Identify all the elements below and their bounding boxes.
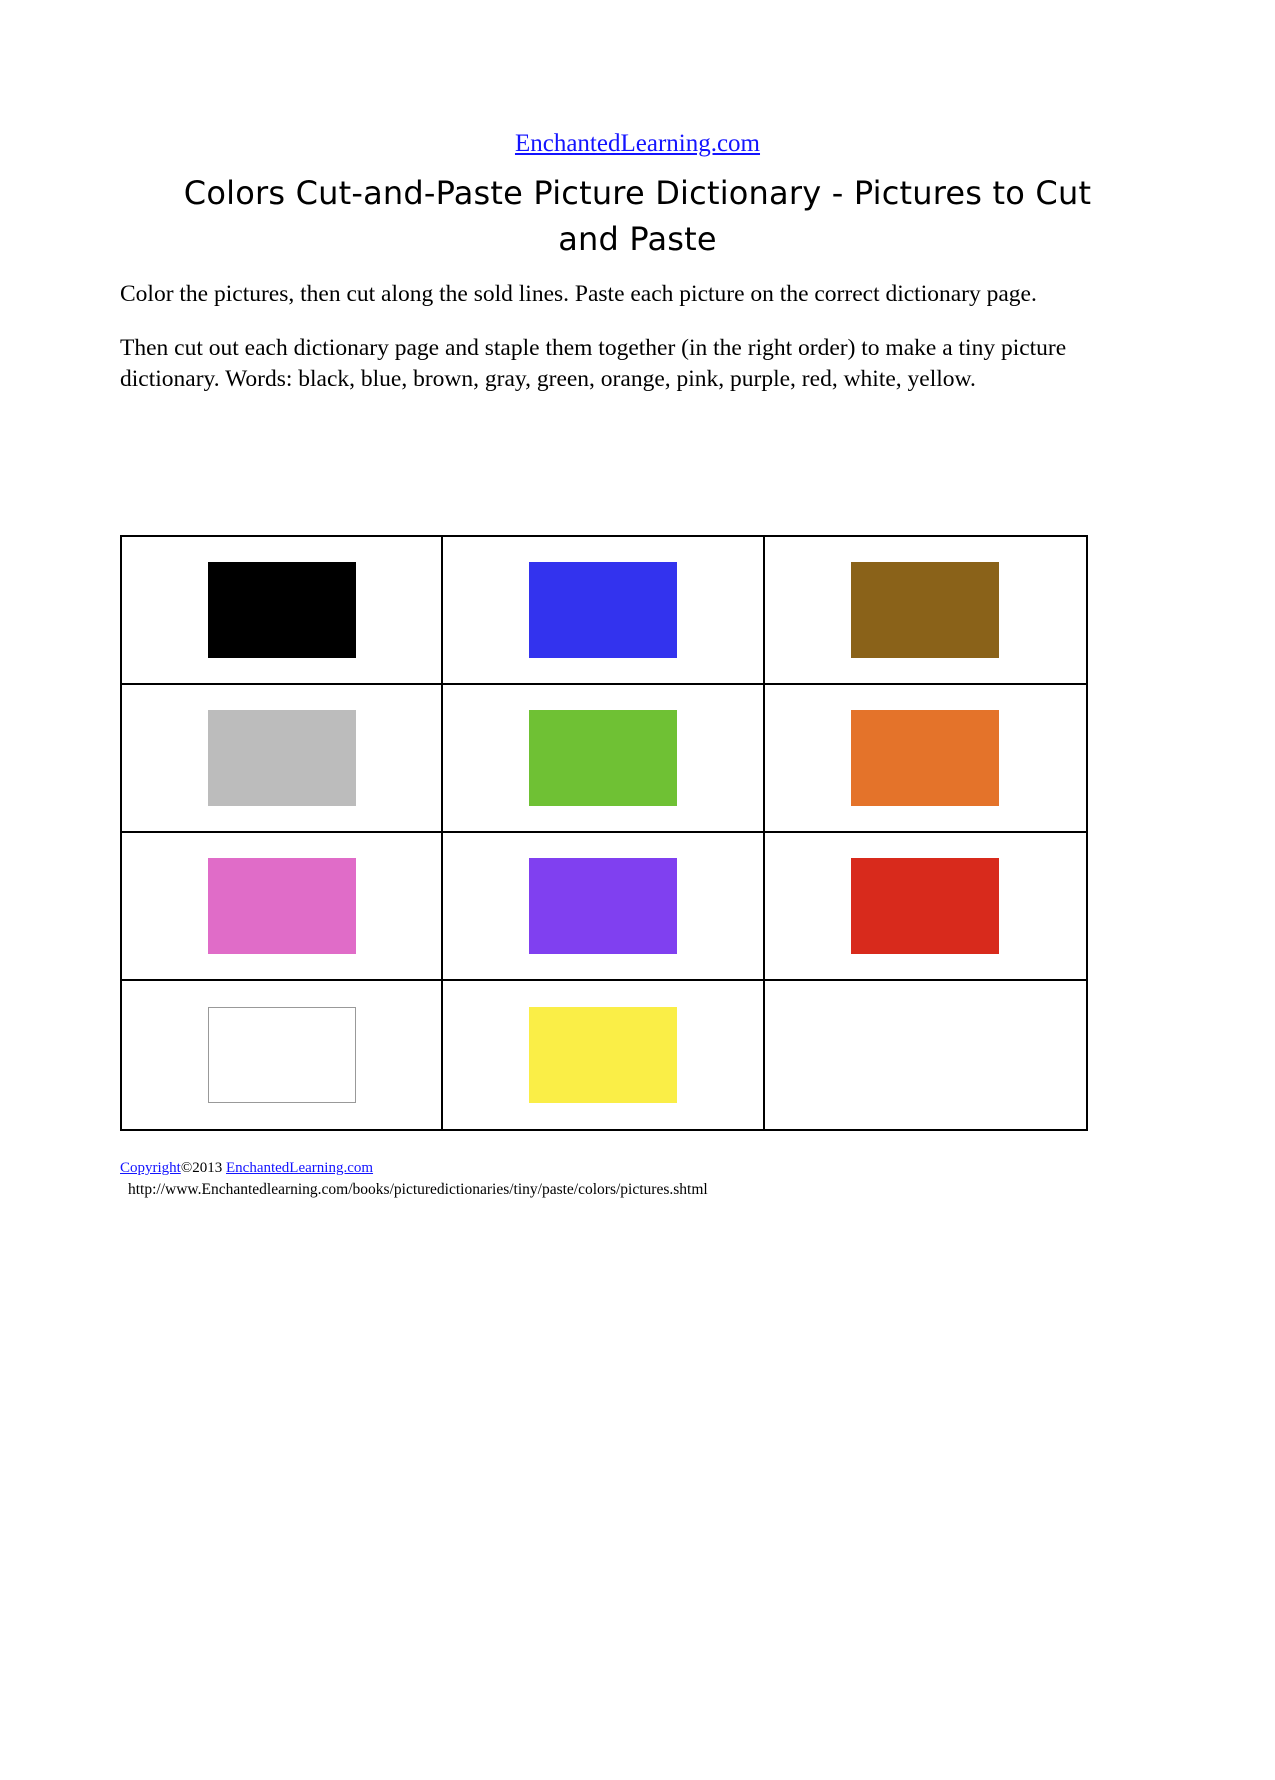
color-swatch-orange <box>851 710 999 806</box>
footer-copyright-link[interactable]: Copyright <box>120 1160 181 1176</box>
color-swatch-grid <box>120 535 1088 1131</box>
footer-url: http://www.Enchantedlearning.com/books/picturedictionaries/tiny/paste/colors/pictures.shtml <box>128 1180 708 1198</box>
grid-cell-purple <box>443 833 764 981</box>
header-site-link-container <box>0 131 1275 156</box>
grid-cell-pink <box>122 833 443 981</box>
grid-cell-blank <box>765 981 1086 1129</box>
footer-site-link[interactable]: EnchantedLearning.com <box>226 1160 374 1176</box>
footer-copyright-line <box>120 1159 708 1178</box>
grid-cell-white <box>122 981 443 1129</box>
instructions-line-2: Then cut out each dictionary page and staple them together (in the right order) to make a tiny picture dictionary. Words: black, blue, brown, gray, green, orange, pink, purple, red, white, yellow. <box>120 334 1067 392</box>
color-swatch-blue <box>529 562 677 658</box>
color-swatch-purple <box>529 858 677 954</box>
page-title: Colors Cut-and-Paste Picture Dictionary - Pictures to Cut and Paste <box>183 174 1092 259</box>
color-swatch-black <box>208 562 356 658</box>
color-swatch-white <box>208 1007 356 1103</box>
grid-cell-green <box>443 685 764 833</box>
instructions-block <box>120 279 1120 395</box>
color-swatch-red <box>851 858 999 954</box>
color-swatch-yellow <box>529 1007 677 1103</box>
color-swatch-brown <box>851 562 999 658</box>
grid-cell-blue <box>443 537 764 685</box>
color-swatch-pink <box>208 858 356 954</box>
grid-cell-brown <box>765 537 1086 685</box>
worksheet-page <box>0 131 1275 1780</box>
grid-cell-orange <box>765 685 1086 833</box>
instructions-line-1: Color the pictures, then cut along the sold lines. Paste each picture on the correct dictionary page. <box>120 280 1037 307</box>
header-site-link[interactable]: EnchantedLearning.com <box>514 130 761 157</box>
footer-copyright-year: ©2013 <box>180 1160 226 1176</box>
grid-cell-yellow <box>443 981 764 1129</box>
color-swatch-green <box>529 710 677 806</box>
color-swatch-gray <box>208 710 356 806</box>
grid-cell-black <box>122 537 443 685</box>
footer <box>120 1159 708 1199</box>
grid-cell-red <box>765 833 1086 981</box>
grid-cell-gray <box>122 685 443 833</box>
